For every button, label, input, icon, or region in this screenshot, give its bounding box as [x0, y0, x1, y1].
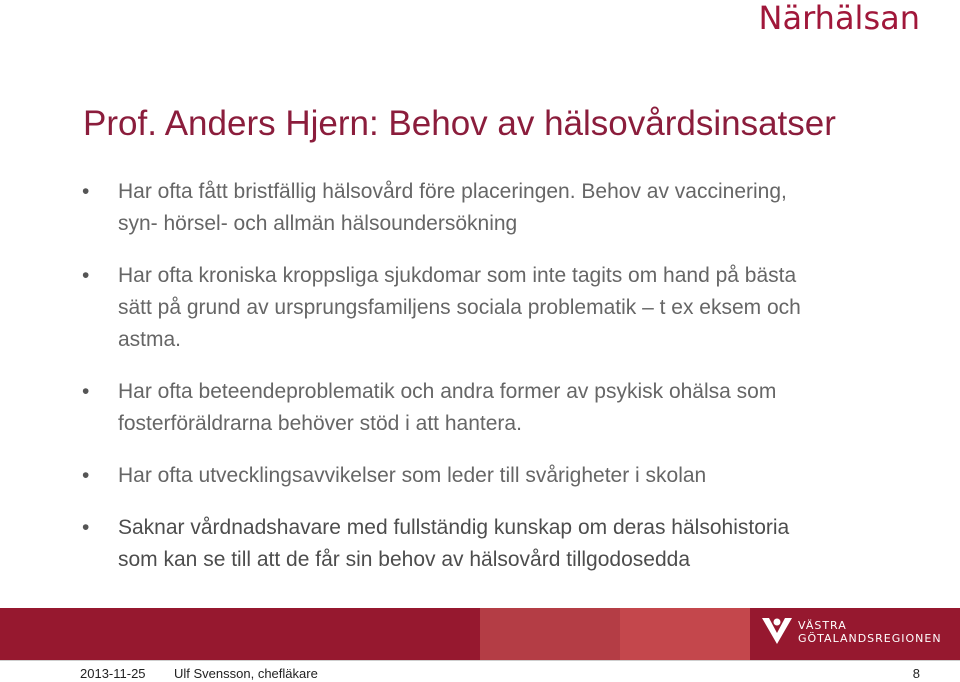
bullet-line: Har ofta kroniska kroppsliga sjukdomar som inte tagits om hand på bästa: [118, 264, 797, 287]
bullet-line: Har ofta fått bristfällig hälsovård före placeringen. Behov av vaccinering,: [118, 180, 787, 203]
bullet-dot-icon: •: [82, 380, 90, 403]
bullet-item: [82, 260, 922, 356]
brand-logo-text: Närhälsan: [758, 0, 920, 37]
bullet-line: syn- hörsel- och allmän hälsoundersökning: [118, 212, 518, 235]
region-logo-icon: [760, 614, 794, 648]
bullet-item: [82, 512, 922, 576]
bullet-list: [82, 176, 922, 576]
bullet-line: sätt på grund av ursprungsfamiljens sociala problematik – t ex eksem och: [118, 296, 801, 319]
logo-line: GÖTALANDSREGIONEN: [798, 632, 942, 645]
bullet-line: Har ofta beteendeproblematik och andra former av psykisk ohälsa som: [118, 380, 777, 403]
bullet-dot-icon: •: [82, 264, 90, 287]
bullet-line: som kan se till att de får sin behov av hälsovård tillgodosedda: [118, 548, 690, 571]
bullet-line: fosterföräldrarna behöver stöd i att hantera.: [118, 412, 522, 435]
footer-date: 2013-11-25: [80, 666, 146, 681]
bullet-dot-icon: •: [82, 516, 90, 539]
bullet-line: Har ofta utvecklingsavvikelser som leder till svårigheter i skolan: [118, 464, 707, 487]
footer-band-accent: [620, 608, 750, 660]
slide-title: Prof. Anders Hjern: Behov av hälsovårdsinsatser: [83, 104, 836, 143]
bullet-item: [82, 460, 922, 492]
bullet-line: astma.: [118, 328, 182, 351]
page-number: 8: [912, 666, 920, 681]
bullet-item: [82, 376, 922, 440]
bullet-line: Saknar vårdnadshavare med fullständig kunskap om deras hälsohistoria: [118, 516, 790, 539]
footer-author: Ulf Svensson, chefläkare: [174, 666, 318, 681]
bullet-dot-icon: •: [82, 464, 90, 487]
bullet-dot-icon: •: [82, 180, 90, 203]
logo-line: VÄSTRA: [798, 619, 847, 632]
bullet-item: [82, 176, 922, 240]
region-logo-text: [798, 619, 942, 645]
